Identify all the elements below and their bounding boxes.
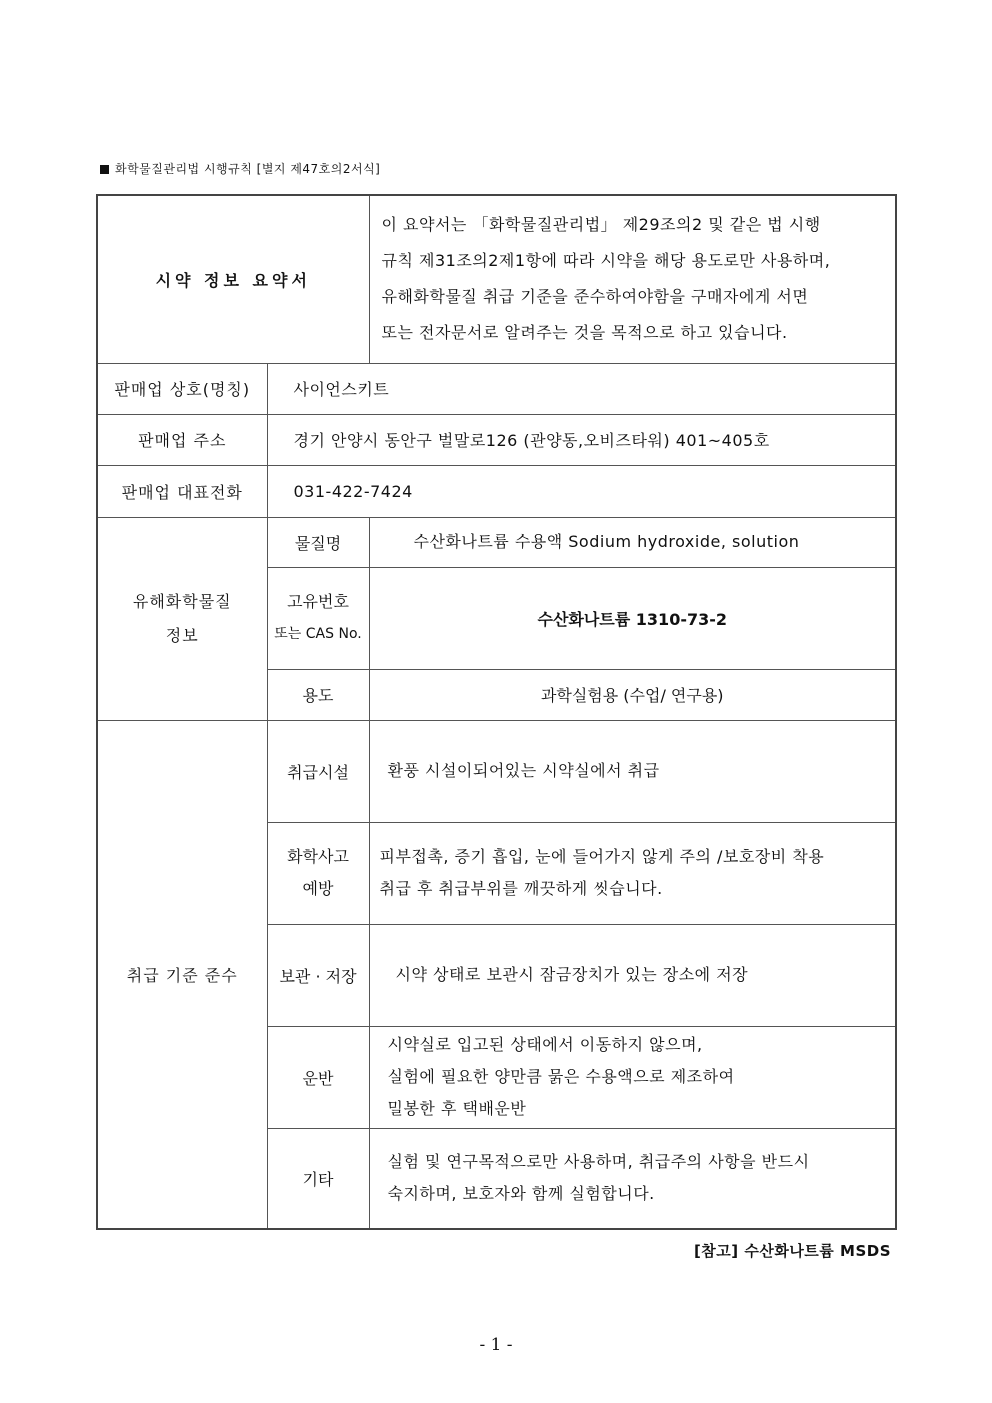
seller-phone-row [97, 465, 896, 517]
intro-line: 이 요약서는 「화학물질관리법」 제29조의2 및 같은 법 시행 [381, 215, 821, 235]
substance-row [97, 517, 896, 567]
handling-label: 취급 기준 준수 [97, 720, 267, 1229]
seller-name-value: 사이언스키트 [267, 363, 896, 414]
facility-label: 취급시설 [267, 720, 369, 822]
intro-text [369, 195, 896, 363]
msds-reference: [참고] 수산화나트륨 MSDS [693, 1242, 891, 1260]
seller-name-label: 판매업 상호(명칭) [97, 363, 267, 414]
prevention-line: 피부접촉, 증기 흡입, 눈에 들어가지 않게 주의 /보호장비 착용 [379, 847, 825, 866]
other-value [369, 1128, 896, 1229]
seller-phone-value: 031-422-7424 [267, 465, 896, 517]
seller-address-row [97, 414, 896, 465]
intro-line: 규칙 제31조의2제1항에 따라 시약을 해당 용도로만 사용하며, [381, 251, 831, 271]
seller-phone-label: 판매업 대표전화 [97, 465, 267, 517]
other-label: 기타 [267, 1128, 369, 1229]
other-line: 숙지하며, 보호자와 함께 실험합니다. [387, 1184, 655, 1204]
intro-line: 또는 전자문서로 알려주는 것을 목적으로 하고 있습니다. [381, 323, 788, 343]
form-reference-text: 화학물질관리법 시행규칙 [별지 제47호의2서식] [115, 162, 381, 176]
use-label: 용도 [267, 669, 369, 720]
cas-label [267, 567, 369, 669]
intro-line: 유해화학물질 취급 기준을 준수하여야함을 구매자에게 서면 [381, 287, 809, 307]
prevention-label [267, 822, 369, 924]
prevention-line: 취급 후 취급부위를 깨끗하게 씻습니다. [379, 879, 663, 898]
cas-label-line: 또는 CAS No. [274, 626, 362, 642]
storage-label: 보관 · 저장 [267, 924, 369, 1026]
cas-label-line: 고유번호 [287, 592, 349, 611]
seller-name-row [97, 363, 896, 414]
cas-value: 수산화나트륨 1310-73-2 [369, 567, 896, 669]
substance-value: 수산화나트륨 수용액 Sodium hydroxide, solution [369, 517, 896, 567]
hazard-info-label [97, 517, 267, 720]
form-reference [100, 160, 380, 177]
transport-line: 실험에 필요한 양만큼 묽은 수용액으로 제조하여 [387, 1067, 735, 1086]
transport-line: 밀봉한 후 택배운반 [387, 1099, 527, 1118]
substance-label: 물질명 [267, 517, 369, 567]
prevention-label-line: 예방 [302, 879, 334, 898]
facility-row [97, 720, 896, 822]
storage-value: 시약 상태로 보관시 잠금장치가 있는 장소에 저장 [369, 924, 896, 1026]
seller-address-value: 경기 안양시 동안구 벌말로126 (관양동,오비즈타워) 401~405호 [267, 414, 896, 465]
reagent-info-table [96, 194, 897, 1230]
other-line: 실험 및 연구목적으로만 사용하며, 취급주의 사항을 반드시 [387, 1152, 810, 1172]
seller-address-label: 판매업 주소 [97, 414, 267, 465]
prevention-label-line: 화학사고 [287, 847, 349, 866]
facility-value: 환풍 시설이되어있는 시약실에서 취급 [369, 720, 896, 822]
hazard-info-label-line: 유해화학물질 [132, 591, 232, 611]
hazard-info-label-line: 정보 [165, 625, 199, 645]
prevention-value [369, 822, 896, 924]
use-value: 과학실험용 (수업/ 연구용) [369, 669, 896, 720]
transport-value [369, 1026, 896, 1128]
square-bullet-icon [100, 165, 109, 174]
page-number: - 1 - [479, 1335, 513, 1355]
title-row [97, 195, 896, 363]
transport-line: 시약실로 입고된 상태에서 이동하지 않으며, [387, 1035, 703, 1054]
transport-label: 운반 [267, 1026, 369, 1128]
document-title: 시약 정보 요약서 [97, 195, 369, 363]
